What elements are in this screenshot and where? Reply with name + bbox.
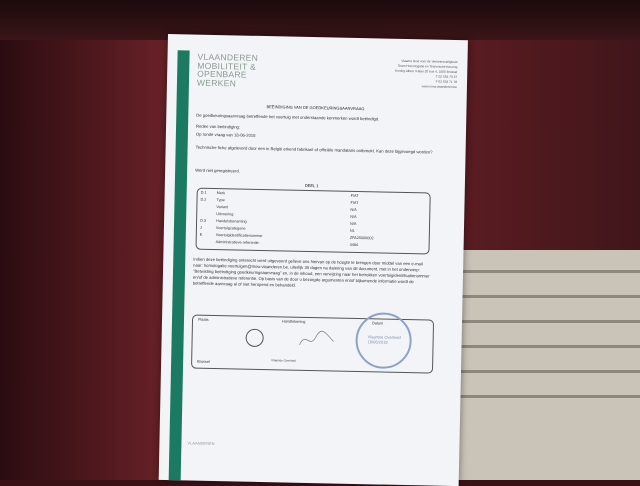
row-label: Merk bbox=[216, 191, 226, 196]
logo-line: OPENBARE bbox=[197, 68, 247, 80]
row-code: D.3 bbox=[200, 218, 207, 223]
stamp-line: Vlaamse Overheid bbox=[367, 334, 401, 340]
logo-line: MOBILITEIT & bbox=[197, 60, 257, 72]
address-line: F 02 553 71 78 bbox=[435, 79, 458, 85]
step-line bbox=[455, 345, 640, 348]
logo-line: VLAANDEREN bbox=[197, 51, 259, 63]
row-code: D.1 bbox=[200, 190, 207, 195]
row-value: FIAT bbox=[350, 193, 359, 199]
step-line bbox=[455, 395, 640, 398]
reason-label: Reden van beëindiging: bbox=[196, 123, 241, 130]
green-bar bbox=[169, 50, 190, 480]
row-code: E bbox=[199, 232, 203, 237]
row-value: 4484 bbox=[349, 242, 359, 248]
step-line bbox=[455, 270, 640, 273]
reason-value: Op ronde vraag van 18-06-2018 bbox=[195, 131, 256, 138]
row-label: Handelsbenaming bbox=[216, 219, 247, 224]
address-line: Vlaams Huis voor de Verkeersveiligheid bbox=[401, 58, 458, 65]
row-value: ZFA25000002 bbox=[349, 235, 374, 241]
address-line: Team Homologatie en Technische Keuring bbox=[397, 63, 458, 70]
document-paper bbox=[159, 34, 468, 486]
step-line bbox=[455, 370, 640, 373]
bottom-logo-text: VLAANDEREN bbox=[187, 440, 215, 447]
sig-place-value: Brussel bbox=[197, 359, 210, 364]
step-line bbox=[455, 295, 640, 298]
stamp-line: 18/06/2018 bbox=[367, 339, 388, 345]
sig-label-place: Plaats bbox=[197, 317, 209, 322]
step-line bbox=[455, 320, 640, 323]
sig-label-signature: Handtekening bbox=[281, 319, 306, 324]
address-line: Koning Albert II-laan 20 bus 4, 1000 Brussel bbox=[395, 68, 458, 75]
address-line: T 02 553 73 37 bbox=[435, 74, 458, 80]
row-label: Variant bbox=[216, 205, 229, 210]
row-value: N/A bbox=[350, 221, 357, 226]
signature-scribble bbox=[297, 327, 337, 352]
footer-text: Vlaamse Overheid bbox=[271, 358, 296, 363]
paragraph-3: Werd niet geregistreerd. bbox=[195, 167, 241, 174]
box-title: DEEL 1 bbox=[304, 182, 319, 189]
address-line: www.mow.vlaanderen.be bbox=[421, 84, 457, 90]
sig-label-date: Datum bbox=[371, 321, 384, 326]
row-value: FIAT bbox=[350, 200, 359, 206]
row-label: Uitvoering bbox=[216, 212, 234, 217]
row-value: N/A bbox=[350, 207, 357, 212]
row-label: Voertuigidentificatienummer bbox=[215, 233, 263, 239]
background-left bbox=[0, 40, 180, 480]
row-label: Voertuigcategorie bbox=[215, 226, 246, 231]
paragraph-1: De goedkeuringsaanvraag betreffende het voertuig met onderstaande kenmerken wordt beëindigd. bbox=[196, 112, 380, 122]
logo bbox=[197, 53, 258, 88]
stamp-text bbox=[368, 334, 401, 345]
row-code: D.2 bbox=[200, 197, 207, 202]
row-code: J bbox=[199, 225, 202, 230]
row-label: Type bbox=[216, 198, 225, 203]
metal-steps bbox=[455, 250, 640, 480]
address-block bbox=[377, 58, 458, 90]
paragraph-4: Indien deze beëindiging onterecht werd uitgevoerd gelieve ons hiervan op de hoogte te brengen door middel van een e-mail naar: homologatie.voertuigen@mow.vlaanderen.be, uiterlijk 30 dagen na datering van dit document, met in het onderwerp: "Betwisting beëindiging goedkeuringsaanvraag" en, in de inhoud, een verwijzing naar het betrokken voertuigidentificatienummer en/of de administratieve referentie. Op basis van de door u bezorgde argumenten en/of bijkomende informatie wordt de betreffende aanvraag al of niet heropend en behandeld. bbox=[192, 256, 430, 288]
document-heading: BEËINDIGING VAN DE GOEDKEURINGSAANVRAAG bbox=[266, 104, 365, 112]
logo-line: WERKEN bbox=[196, 77, 237, 88]
row-value: N1 bbox=[349, 228, 355, 233]
paragraph-2: Technische fiche afgeleverd door een in België erkend fabrikant of officiële mandataris ontbreekt. Kan deze bijgevoegd worden? bbox=[195, 144, 433, 155]
row-value: N/A bbox=[350, 214, 357, 219]
row-label: Administratieve referentie bbox=[215, 240, 259, 245]
